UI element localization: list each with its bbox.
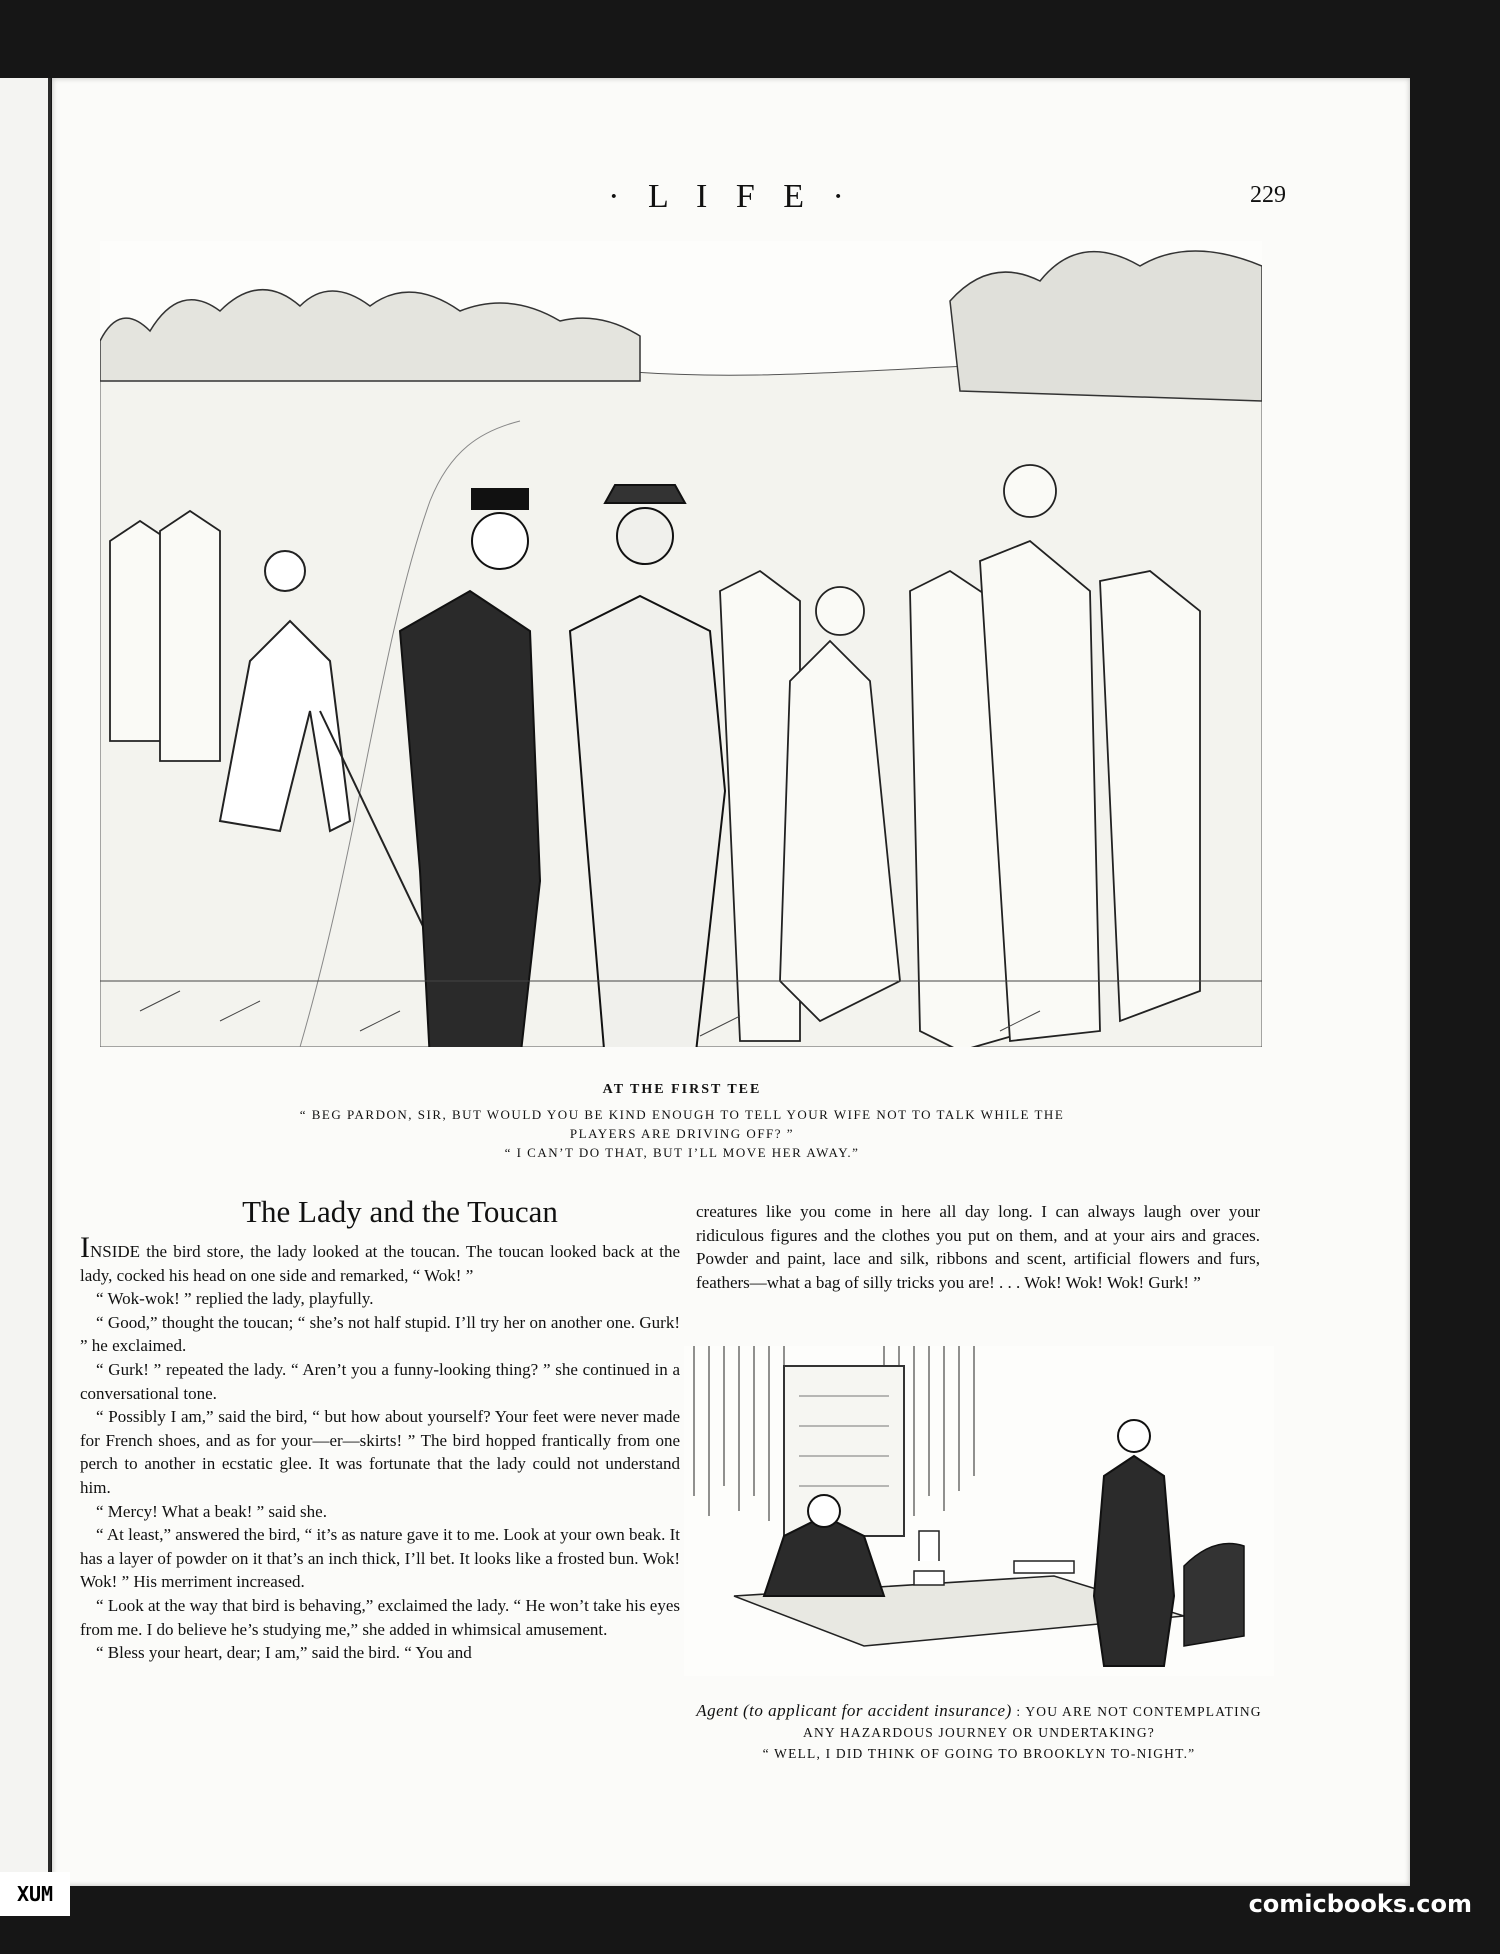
caption-line: “ BEG PARDON, SIR, BUT WOULD YOU BE KIND ENOUGH TO TELL YOUR WIFE NOT TO TALK WHILE THE xyxy=(299,1107,1065,1122)
magazine-page xyxy=(52,78,1410,1886)
page-number: 229 xyxy=(1250,182,1286,208)
article-continuation: creatures like you come in here all day long. I can always laugh over your ridiculous figures and the clothes you put on them, and at your airs and graces. Powder and paint, lace and silk, ribbons and scent, artificial flowers and furs, feathers—what a bag of silly tricks you are! . . . Wok! Wok! Wok! Gurk! ” xyxy=(696,1202,1260,1292)
main-cartoon-caption xyxy=(202,1080,1162,1162)
site-watermark: comicbooks.com xyxy=(1248,1890,1472,1918)
stage-direction: (to applicant for accident insurance) xyxy=(743,1701,1012,1720)
masthead: · L I F E · xyxy=(608,178,854,215)
article-left-column xyxy=(80,1231,680,1665)
article-paragraph: “ Look at the way that bird is behaving,” exclaimed the lady. “ He won’t take his eyes from me. I do believe he’s studying me,” she added in whimsical amusement. xyxy=(80,1595,680,1639)
golf-tee-illustration xyxy=(100,241,1262,1047)
article-paragraph: “ Possibly I am,” said the bird, “ but how about yourself? Your feet were never made for French shoes, and as for your—er—skirts! ” The bird hopped frantically from one perch to another in ecstatic glee. It was fortunate that the lady could not understand him. xyxy=(80,1407,680,1497)
main-cartoon-title: AT THE FIRST TEE xyxy=(602,1082,762,1097)
article-right-column xyxy=(696,1200,1260,1294)
article-paragraph: “ Gurk! ” repeated the lady. “ Aren’t you a funny-looking thing? ” she continued in a conversational tone. xyxy=(80,1359,680,1403)
agent-question: : YOU ARE NOT CONTEMPLATING ANY HAZARDOUS JOURNEY OR UNDERTAKING? xyxy=(803,1704,1262,1740)
drop-cap: I xyxy=(80,1231,90,1264)
speaker: Agent xyxy=(696,1701,739,1720)
facing-page-edge xyxy=(0,78,51,1878)
scan-badge: XUM xyxy=(0,1872,70,1916)
applicant-answer: “ WELL, I DID THINK OF GOING TO BROOKLYN TO-NIGHT.” xyxy=(762,1746,1196,1761)
caption-line: PLAYERS ARE DRIVING OFF? ” xyxy=(569,1126,795,1141)
office-cartoon-caption xyxy=(684,1700,1274,1764)
article-paragraph: “ Mercy! What a beak! ” said she. xyxy=(96,1501,327,1521)
article-paragraph: “ At least,” answered the bird, “ it’s as nature gave it to me. Look at your own beak. It has a layer of powder on it that’s an inch thick, I’ll bet. It looks like a frosted bun. Wok! Wok! ” His merriment increased. xyxy=(80,1525,680,1592)
caption-line: “ I CAN’T DO THAT, BUT I’LL MOVE HER AWAY.” xyxy=(504,1145,860,1160)
article-paragraph: INSIDE the bird store, the lady looked at the toucan. The toucan looked back at the lady, cocked his head on one side and remarked, “ Wok! ” xyxy=(80,1231,680,1285)
article-paragraph: “ Bless your heart, dear; I am,” said the bird. “ You and xyxy=(96,1643,472,1663)
office-illustration xyxy=(684,1346,1274,1676)
article-paragraph: “ Wok-wok! ” replied the lady, playfully. xyxy=(96,1289,374,1309)
article-paragraph: “ Good,” thought the toucan; “ she’s not half stupid. I’ll try her on another one. Gurk! ” he exclaimed. xyxy=(80,1312,680,1356)
article-title: The Lady and the Toucan xyxy=(242,1194,558,1229)
